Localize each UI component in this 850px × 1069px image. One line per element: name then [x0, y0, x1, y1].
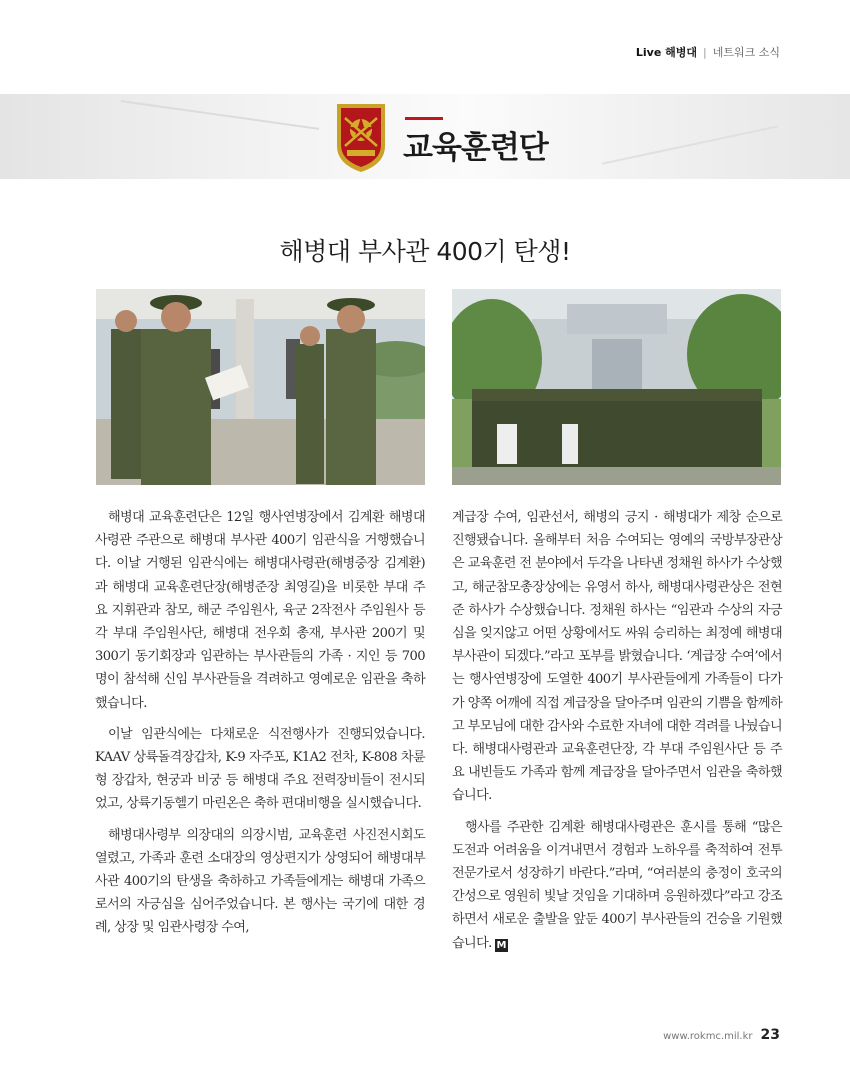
page-footer: [663, 1024, 780, 1043]
header-nav: [636, 44, 780, 60]
article-headline: 해병대 부사관 400기 탄생!: [279, 237, 571, 266]
paragraph: 해병대사령부 의장대의 의장시범, 교육훈련 사진전시회도 열렸고, 가족과 훈련 소대장의 영상편지가 상영되어 해병대부사관 400기의 탄생을 축하하고 가족들에게는 해병대 가족으로서의 자긍심을 심어주었습니다. 본 행사는 국기에 대한 경례, 상장 및 임관사령장 수여,: [95, 827, 425, 936]
ceremony-photo: [96, 289, 425, 485]
title-accent-bar: [405, 117, 443, 120]
section-nav-label: 네트워크 소식: [712, 46, 780, 59]
article-column-left: [95, 506, 425, 948]
end-mark-icon: M: [496, 939, 506, 951]
group-photo: [452, 289, 781, 485]
magazine-brand: Live 해병대: [635, 46, 698, 59]
nav-separator: |: [703, 46, 707, 59]
article-column-right: [452, 506, 782, 963]
paragraph: 계급장 수여, 임관선서, 해병의 긍지 · 해병대가 제창 순으로 진행됐습니다. 올해부터 처음 수여되는 영예의 국방부장관상은 교육훈련 전 분야에서 두각을 나타낸 정채원 하사가 수상했고, 해군참모총장상에는 유영서 하사, 해병대사령관상은 전현준 하사가 수상했습니다. 정채원 하사는 “임관과 수상의 자긍심을 잊지않고 어떤 상황에서도 싸워 승리하는 최정예 해병대 부사관이 되겠다.”라고 포부를 밝혔습니다. ‘계급장 수여’에서는 행사연병장에 도열한 400기 부사관들에게 가족들이 다가가 양쪽 어깨에 직접 계급장을 달아주며 임관의 기쁨을 함께하고 부모님에 대한 감사와 수료한 자녀에 대한 격려를 나눴습니다. 해병대사령관과 교육훈련단장, 각 부대 주임원사단 등 주요 내빈들도 가족과 함께 계급장을 달아주면서 임관을 축하했습니다.: [452, 510, 782, 804]
page-number: 23: [760, 1027, 780, 1043]
website-url: www.rokmc.mil.kr: [663, 1031, 753, 1042]
paragraph-final: [452, 816, 782, 955]
unit-emblem-icon: [333, 100, 389, 174]
section-title: 교육훈련단: [403, 130, 548, 166]
paragraph-text: 행사를 주관한 김계환 해병대사령관은 훈시를 통해 “많은 도전과 어려움을 이겨내면서 경험과 노하우를 축적하여 전투전문가로서 성장하기 바란다.”라며, “여러분의 충정이 호국의 간성으로 영원히 빛날 것임을 기대하며 응원하겠다”라고 강조하면서 새로운 출발을 앞둔 400기 부사관들의 건승을 기원했습니다.: [452, 819, 782, 951]
paragraph: 이날 임관식에는 다채로운 식전행사가 진행되었습니다. KAAV 상륙돌격장갑차, K-9 자주포, K1A2 전차, K-808 차륜형 장갑차, 현궁과 비궁 등 해병대 주요 전력장비들이 전시되었고, 상륙기동헬기 마린온은 축하 편대비행을 실시했습니다.: [95, 726, 425, 812]
paragraph: 해병대 교육훈련단은 12일 행사연병장에서 김계환 해병대사령관 주관으로 해병대 부사관 400기 임관식을 거행했습니다. 이날 거행된 임관식에는 해병대사령관(해병중장 김계환)과 해병대 교육훈련단장(해병준장 최영길)을 비롯한 부대 주요 지휘관과 참모, 해군 주임원사, 육군 2작전사 주임원사 등 각 부대 주임원사단, 해병대 전우회 총재, 부사관 200기 및 300기 동기회장과 임관하는 부사관들의 가족 · 지인 등 700명이 참석해 신임 부사관들을 격려하고 영예로운 임관을 축하했습니다.: [95, 510, 425, 711]
